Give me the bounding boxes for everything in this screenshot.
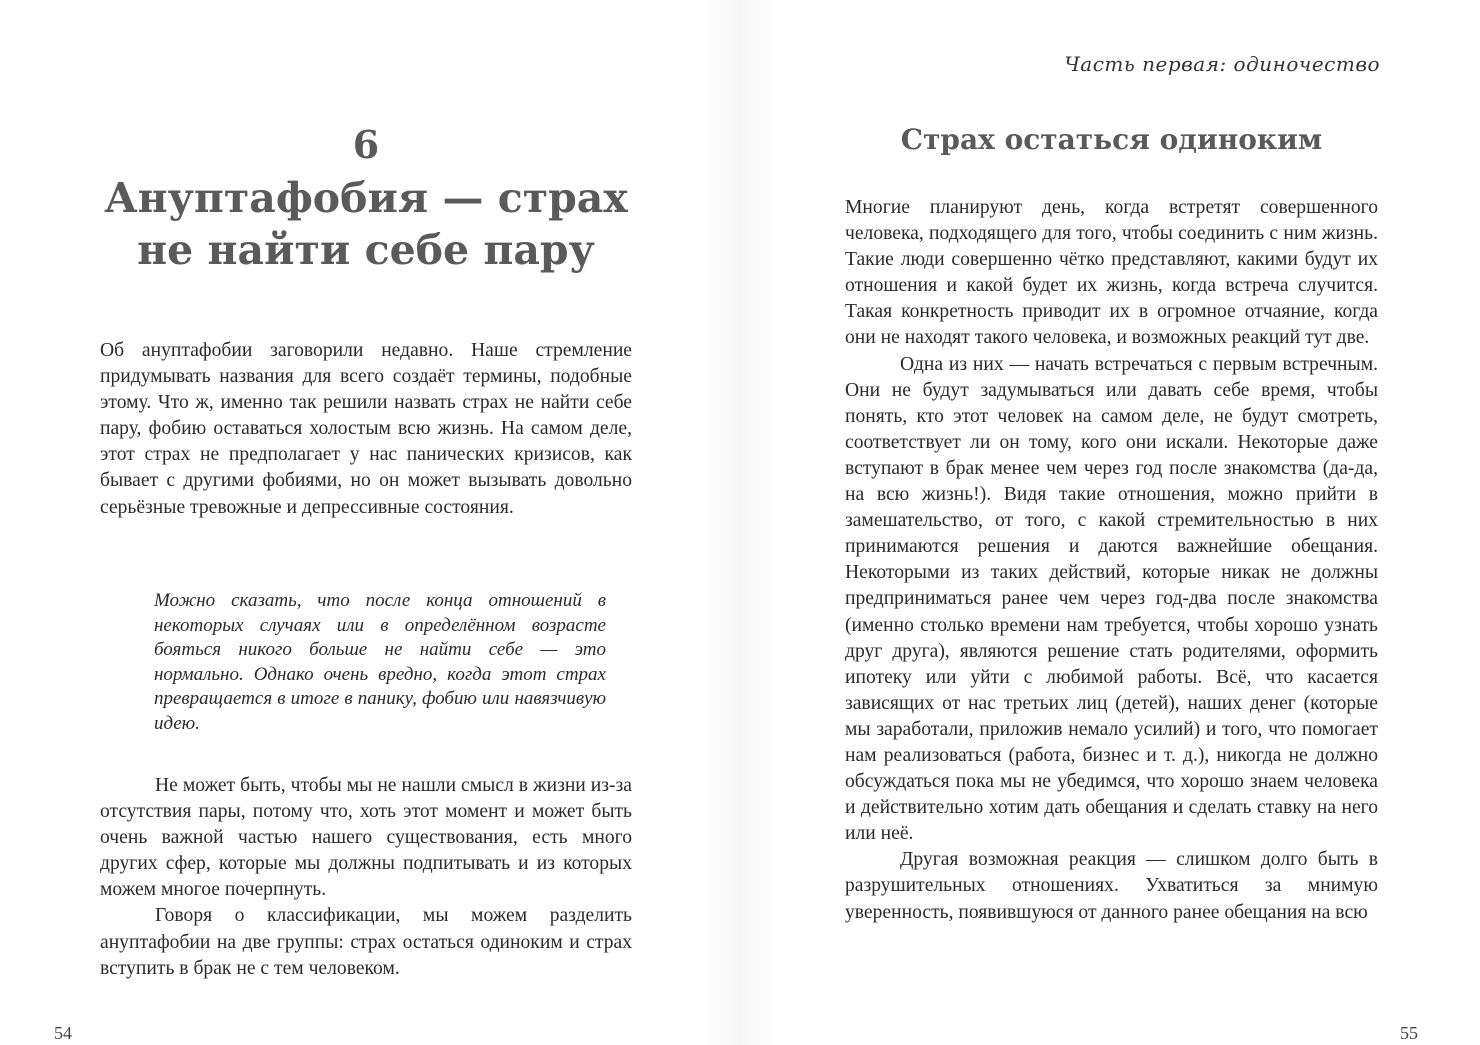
chapter-title-line-1: Ануптафобия — страх <box>104 174 628 222</box>
right-body-text <box>845 195 1378 926</box>
chapter-title <box>100 172 632 276</box>
left-paragraph-1: Не может быть, чтобы мы не нашли смысл в жизни из-за отсутствия пары, потому что, хоть этот момент и может быть очень важной частью нашего существования, есть много других сфер, которые мы должны подпитывать и из которых можем многое почерпнуть. <box>100 775 632 901</box>
intro-text: Об ануптафобии заговорили недавно. Наше стремление придумывать названия для всего создаёт термины, подобные этому. Что ж, именно так решили назвать страх не найти себе пару, фобию оставаться холостым всю жизнь. На самом деле, этот страх не предполагает у нас панических кризисов, как бывает с другими фобиями, но он может вызывать довольно серьёзные тревожные и депрессивные состояния. <box>100 340 632 518</box>
pull-quote: Можно сказать, что после конца отношений в некоторых случаях или в определённом возрасте бояться никого больше не найти себе — это нормально. Однако очень вредно, когда этот страх превращается в итоге в панику, фобию или навязчивую идею. <box>154 590 606 734</box>
left-paragraph-2: Говоря о классификации, мы можем разделить ануптафобии на две группы: страх остаться одиноким и страх вступить в брак не с тем человеком. <box>100 905 632 979</box>
right-paragraph-2: Одна из них — начать встречаться с первым встречным. Они не будут задумываться или давать себе время, чтобы понять, кто этот человек на самом деле, не будут смотреть, соответствует ли он тому, кого они искали. Некоторые даже вступают в брак менее чем через год после знакомства (да-да, на всю жизнь!). Видя такие отношения, можно прийти в замешательство, от того, с какой стремительностью в них принимаются решения и даются важнейшие обещания. Некоторыми из таких действий, которые никак не должны предприниматься ранее чем через год-два после знакомства (именно столько времени нам требуется, чтобы хорошо узнать друг друга), являются решение стать родителями, оформить ипотеку или уйти с любимой работы. Всё, что касается зависящих от нас третьих лиц (детей), наших денег (которые мы заработали, приложив немало усилий) и того, что помогает нам реализоваться (работа, бизнес и т. д.), никогда не должно обсуждаться пока мы не убедимся, что хорошо знаем человека и действительно хотим дать обещания и сделать ставку на него или неё. <box>845 353 1378 845</box>
right-paragraph-3: Другая возможная реакция — слишком долго быть в разрушительных отношениях. Ухватиться за мнимую уверенность, появившуюся от данного ранее обещания на всю <box>845 849 1378 923</box>
running-head: Часть первая: одиночество <box>1064 52 1380 76</box>
chapter-number: 6 <box>352 122 380 167</box>
section-title: Страх остаться одиноким <box>900 123 1323 156</box>
right-paragraph-1: Многие планируют день, когда встретят совершенного человека, подходящего для того, чтобы соединить с ним жизнь. Такие люди совершенно чётко представляют, какими будут их отношения и какой будет их жизнь, когда встреча случится. Такая конкретность приводит их в огромное отчаяние, когда они не находят такого человека, и возможных реакций тут две. <box>845 197 1378 349</box>
intro-paragraph <box>100 338 632 521</box>
chapter-title-line-2: не найти себе пару <box>137 226 595 274</box>
page-number-right: 55 <box>1400 1023 1418 1043</box>
left-body-text <box>100 773 632 982</box>
page-number-left: 54 <box>54 1023 72 1043</box>
